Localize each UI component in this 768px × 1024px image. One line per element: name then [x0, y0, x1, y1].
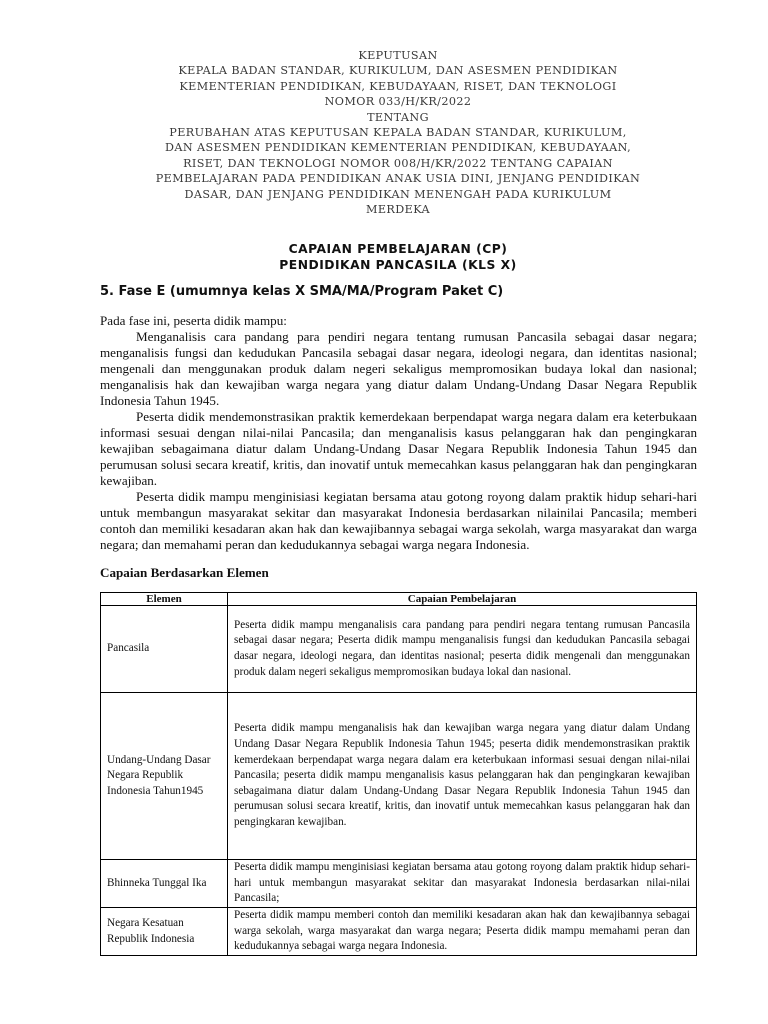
element-cell: Negara Kesatuan Republik Indonesia [101, 908, 228, 956]
outcomes-table [100, 592, 697, 956]
outcome-cell: Peserta didik mampu menganalisis cara pandang para pendiri negara tentang rumusan Pancasila sebagai dasar negara; Peserta didik mampu menganalisis fungsi dan kedudukan Pancasila sebagai dasar negara, ideologi negara, dan identitas nasional; peserta didik mengenali dan menggunakan produk dalam negeri sekaligus mempromosikan budaya lokal dan nasional. [228, 606, 697, 693]
outcome-cell: Peserta didik mampu menginisiasi kegiatan bersama atau gotong royong dalam praktik hidup sehari-hari untuk membangun masyarakat sekitar dan masyarakat Indonesia berdasarkan nilai-nilai Pancasila; [228, 860, 697, 908]
document-title [100, 241, 696, 273]
header-elemen: Elemen [101, 593, 228, 606]
paragraph: Peserta didik mendemonstrasikan praktik kemerdekaan berpendapat warga negara dalam era keterbukaan informasi sesuai dengan nilai-nilai Pancasila; dan menganalisis kasus pelanggaran hak dan pengingkaran kewajiban sebagaimana diatur dalam Undang-Undang Dasar Negara Republik Indonesia Tahun 1945 dan perumusan solusi secara kreatif, kritis, dan inovatif untuk memecahkan kasus pelanggaran hak dan pengingkaran kewajiban. [100, 409, 697, 488]
intro-line: Pada fase ini, peserta didik mampu: [100, 313, 287, 328]
decree-line: DASAR, DAN JENJANG PENDIDIKAN MENENGAH PADA KURIKULUM [184, 187, 612, 201]
element-cell: Pancasila [101, 606, 228, 693]
decree-line: DAN ASESMEN PENDIDIKAN KEMENTERIAN PENDIDIKAN, KEBUDAYAAN, [164, 141, 632, 155]
outcome-cell: Peserta didik mampu menganalisis hak dan kewajiban warga negara yang diatur dalam Undang Undang Dasar Negara Republik Indonesia Tahun 1945; peserta didik mendemonstrasikan praktik kemerdekaan berpendapat warga negara dalam era keterbukaan informasi sesuai dengan nilai-nilai Pancasila; peserta didik mampu menganalisis kasus pelanggaran hak dan pengingkaran kewajiban sebagaimana diatur dalam Undang-Undang Dasar Negara Republik Indonesia Tahun 1945 dan perumusan solusi secara kreatif, kritis, dan inovatif untuk memecahkan kasus pelanggaran hak dan pengingkaran kewajiban. [228, 693, 697, 860]
element-cell: Bhinneka Tunggal Ika [101, 860, 228, 908]
table-row [101, 606, 697, 693]
decree-line: RISET, DAN TEKNOLOGI NOMOR 008/H/KR/2022 TENTANG CAPAIAN [183, 156, 613, 170]
decree-line: KEPALA BADAN STANDAR, KURIKULUM, DAN ASESMEN PENDIDIKAN [178, 64, 618, 78]
table-row [101, 908, 697, 956]
table-row [101, 860, 697, 908]
decree-line: MERDEKA [366, 203, 430, 217]
table-row [101, 693, 697, 860]
decree-line: KEPUTUSAN [358, 49, 438, 62]
body-text [100, 313, 697, 553]
header-capaian: Capaian Pembelajaran [228, 593, 697, 606]
outcome-cell: Peserta didik mampu memberi contoh dan memiliki kesadaran akan hak dan kewajibannya sebagai warga sekolah, warga masyarakat dan warga negara; Peserta didik mampu memahami peran dan kedudukannya sebagai warga negara Indonesia. [228, 908, 697, 956]
decree-line: NOMOR 033/H/KR/2022 [324, 95, 472, 109]
title-line-2: PENDIDIKAN PANCASILA (KLS X) [279, 258, 517, 272]
section-heading: Capaian Berdasarkan Elemen [100, 565, 269, 580]
paragraph: Menganalisis cara pandang para pendiri negara tentang rumusan Pancasila sebagai dasar negara; menganalisis fungsi dan kedudukan Pancasila sebagai dasar negara, ideologi negara, dan identitas nasional; mengenali dan menggunakan produk dalam negeri sekaligus mempromosikan budaya lokal dan nasional; menganalisis hak dan kewajiban warga negara yang diatur dalam Undang-Undang Dasar Negara Republik Indonesia Tahun 1945. [100, 329, 697, 408]
paragraph: Peserta didik mampu menginisiasi kegiatan bersama atau gotong royong dalam praktik hidup sehari-hari untuk membangun masyarakat sekitar dan masyarakat Indonesia berdasarkan nilainilai Pancasila; memberi contoh dan memiliki kesadaran akan hak dan kewajibannya sebagai warga sekolah, warga masyarakat dan warga negara; dan memahami peran dan kedudukannya sebagai warga negara Indonesia. [100, 489, 697, 552]
element-cell: Undang-Undang Dasar Negara Republik Indonesia Tahun1945 [101, 693, 228, 860]
decree-header [120, 48, 676, 217]
phase-heading: 5. Fase E (umumnya kelas X SMA/MA/Program Paket C) [100, 284, 504, 299]
title-line-1: CAPAIAN PEMBELAJARAN (CP) [288, 242, 508, 256]
decree-line: PEMBELAJARAN PADA PENDIDIKAN ANAK USIA DINI, JENJANG PENDIDIKAN [155, 172, 641, 186]
decree-line: PERUBAHAN ATAS KEPUTUSAN KEPALA BADAN STANDAR, KURIKULUM, [169, 126, 627, 140]
table-header-row [101, 593, 697, 606]
decree-line: KEMENTERIAN PENDIDIKAN, KEBUDAYAAN, RISET, DAN TEKNOLOGI [179, 79, 617, 93]
decree-line: TENTANG [367, 110, 429, 124]
